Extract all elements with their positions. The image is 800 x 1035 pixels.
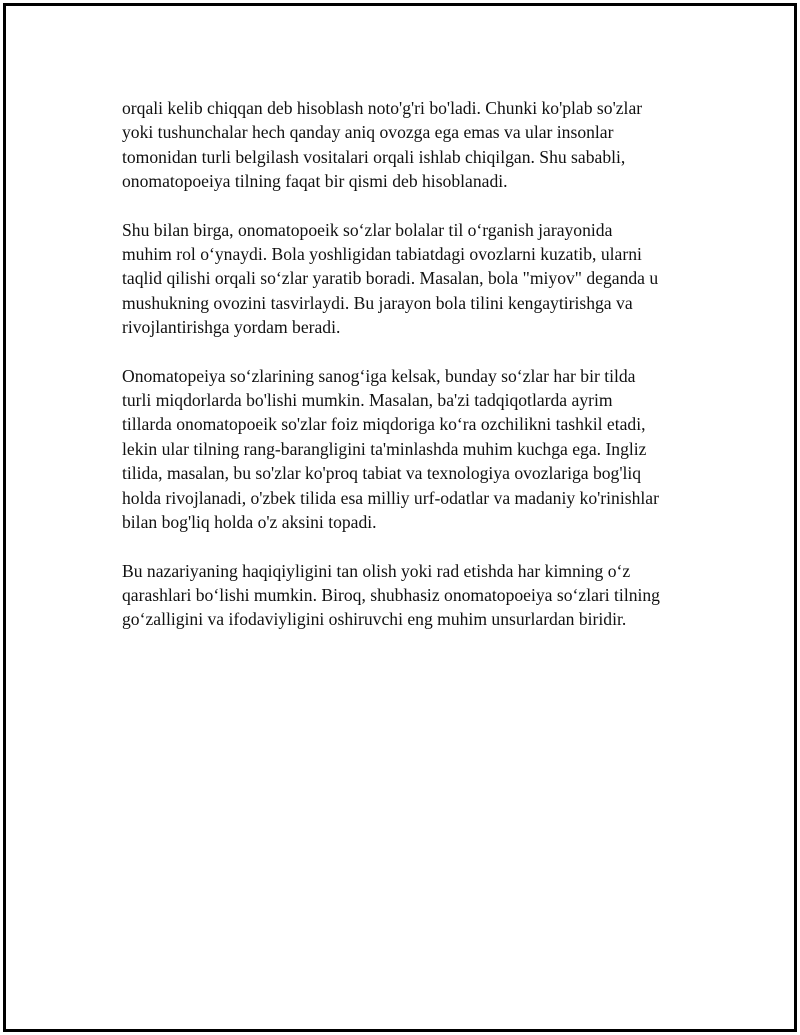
page (3, 3, 797, 1032)
paragraph (122, 96, 702, 194)
text-line: onomatopoeiya tilning faqat bir qismi deb hisoblanadi. (122, 171, 508, 192)
text-line: bilan bog'liq holda o'z aksini topadi. (122, 512, 377, 533)
text-line: Onomatopeiya so‘zlarining sanog‘iga kelsak, bunday so‘zlar har bir tilda (122, 365, 636, 386)
text-line: muhim rol o‘ynaydi. Bola yoshligidan tabiatdagi ovozlarni kuzatib, ularni (122, 244, 642, 265)
document-body (122, 96, 702, 656)
paragraph (122, 364, 702, 535)
text-line: lekin ular tilning rang-barangligini ta'minlashda muhim kuchga ega. Ingliz (122, 438, 647, 459)
paragraph (122, 559, 702, 632)
text-line: mushukning ovozini tasvirlaydi. Bu jarayon bola tilini kengaytirishga va (122, 292, 633, 313)
text-line: Bu nazariyaning haqiqiyligini tan olish yoki rad etishda har kimning o‘z (122, 560, 631, 581)
text-line: rivojlantirishga yordam beradi. (122, 317, 341, 338)
paragraph (122, 218, 702, 340)
text-line: tomonidan turli belgilash vositalari orqali ishlab chiqilgan. Shu sababli, (122, 146, 626, 167)
text-line: turli miqdorlarda bo'lishi mumkin. Masalan, ba'zi tadqiqotlarda ayrim (122, 390, 613, 411)
text-line: taqlid qilishi orqali so‘zlar yaratib boradi. Masalan, bola "miyov" deganda u (122, 268, 659, 289)
text-line: holda rivojlanadi, o'zbek tilida esa milliy urf-odatlar va madaniy ko'rinishlar (122, 487, 659, 508)
text-line: qarashlari bo‘lishi mumkin. Biroq, shubhasiz onomatopoeiya so‘zlari tilning (122, 584, 660, 605)
text-line: go‘zalligini va ifodaviyligini oshiruvchi eng muhim unsurlardan biridir. (122, 609, 627, 630)
text-line: yoki tushunchalar hech qanday aniq ovozga ega emas va ular insonlar (122, 122, 614, 143)
text-line: tilida, masalan, bu so'zlar ko'proq tabiat va texnologiya ovozlariga bog'liq (122, 463, 642, 484)
text-line: tillarda onomatopoeik so'zlar foiz miqdoriga ko‘ra ozchilikni tashkil etadi, (122, 414, 646, 435)
text-line: orqali kelib chiqqan deb hisoblash noto'g'ri bo'ladi. Chunki ko'plab so'zlar (122, 98, 643, 118)
text-line: Shu bilan birga, onomatopoeik so‘zlar bolalar til o‘rganish jarayonida (122, 219, 613, 240)
